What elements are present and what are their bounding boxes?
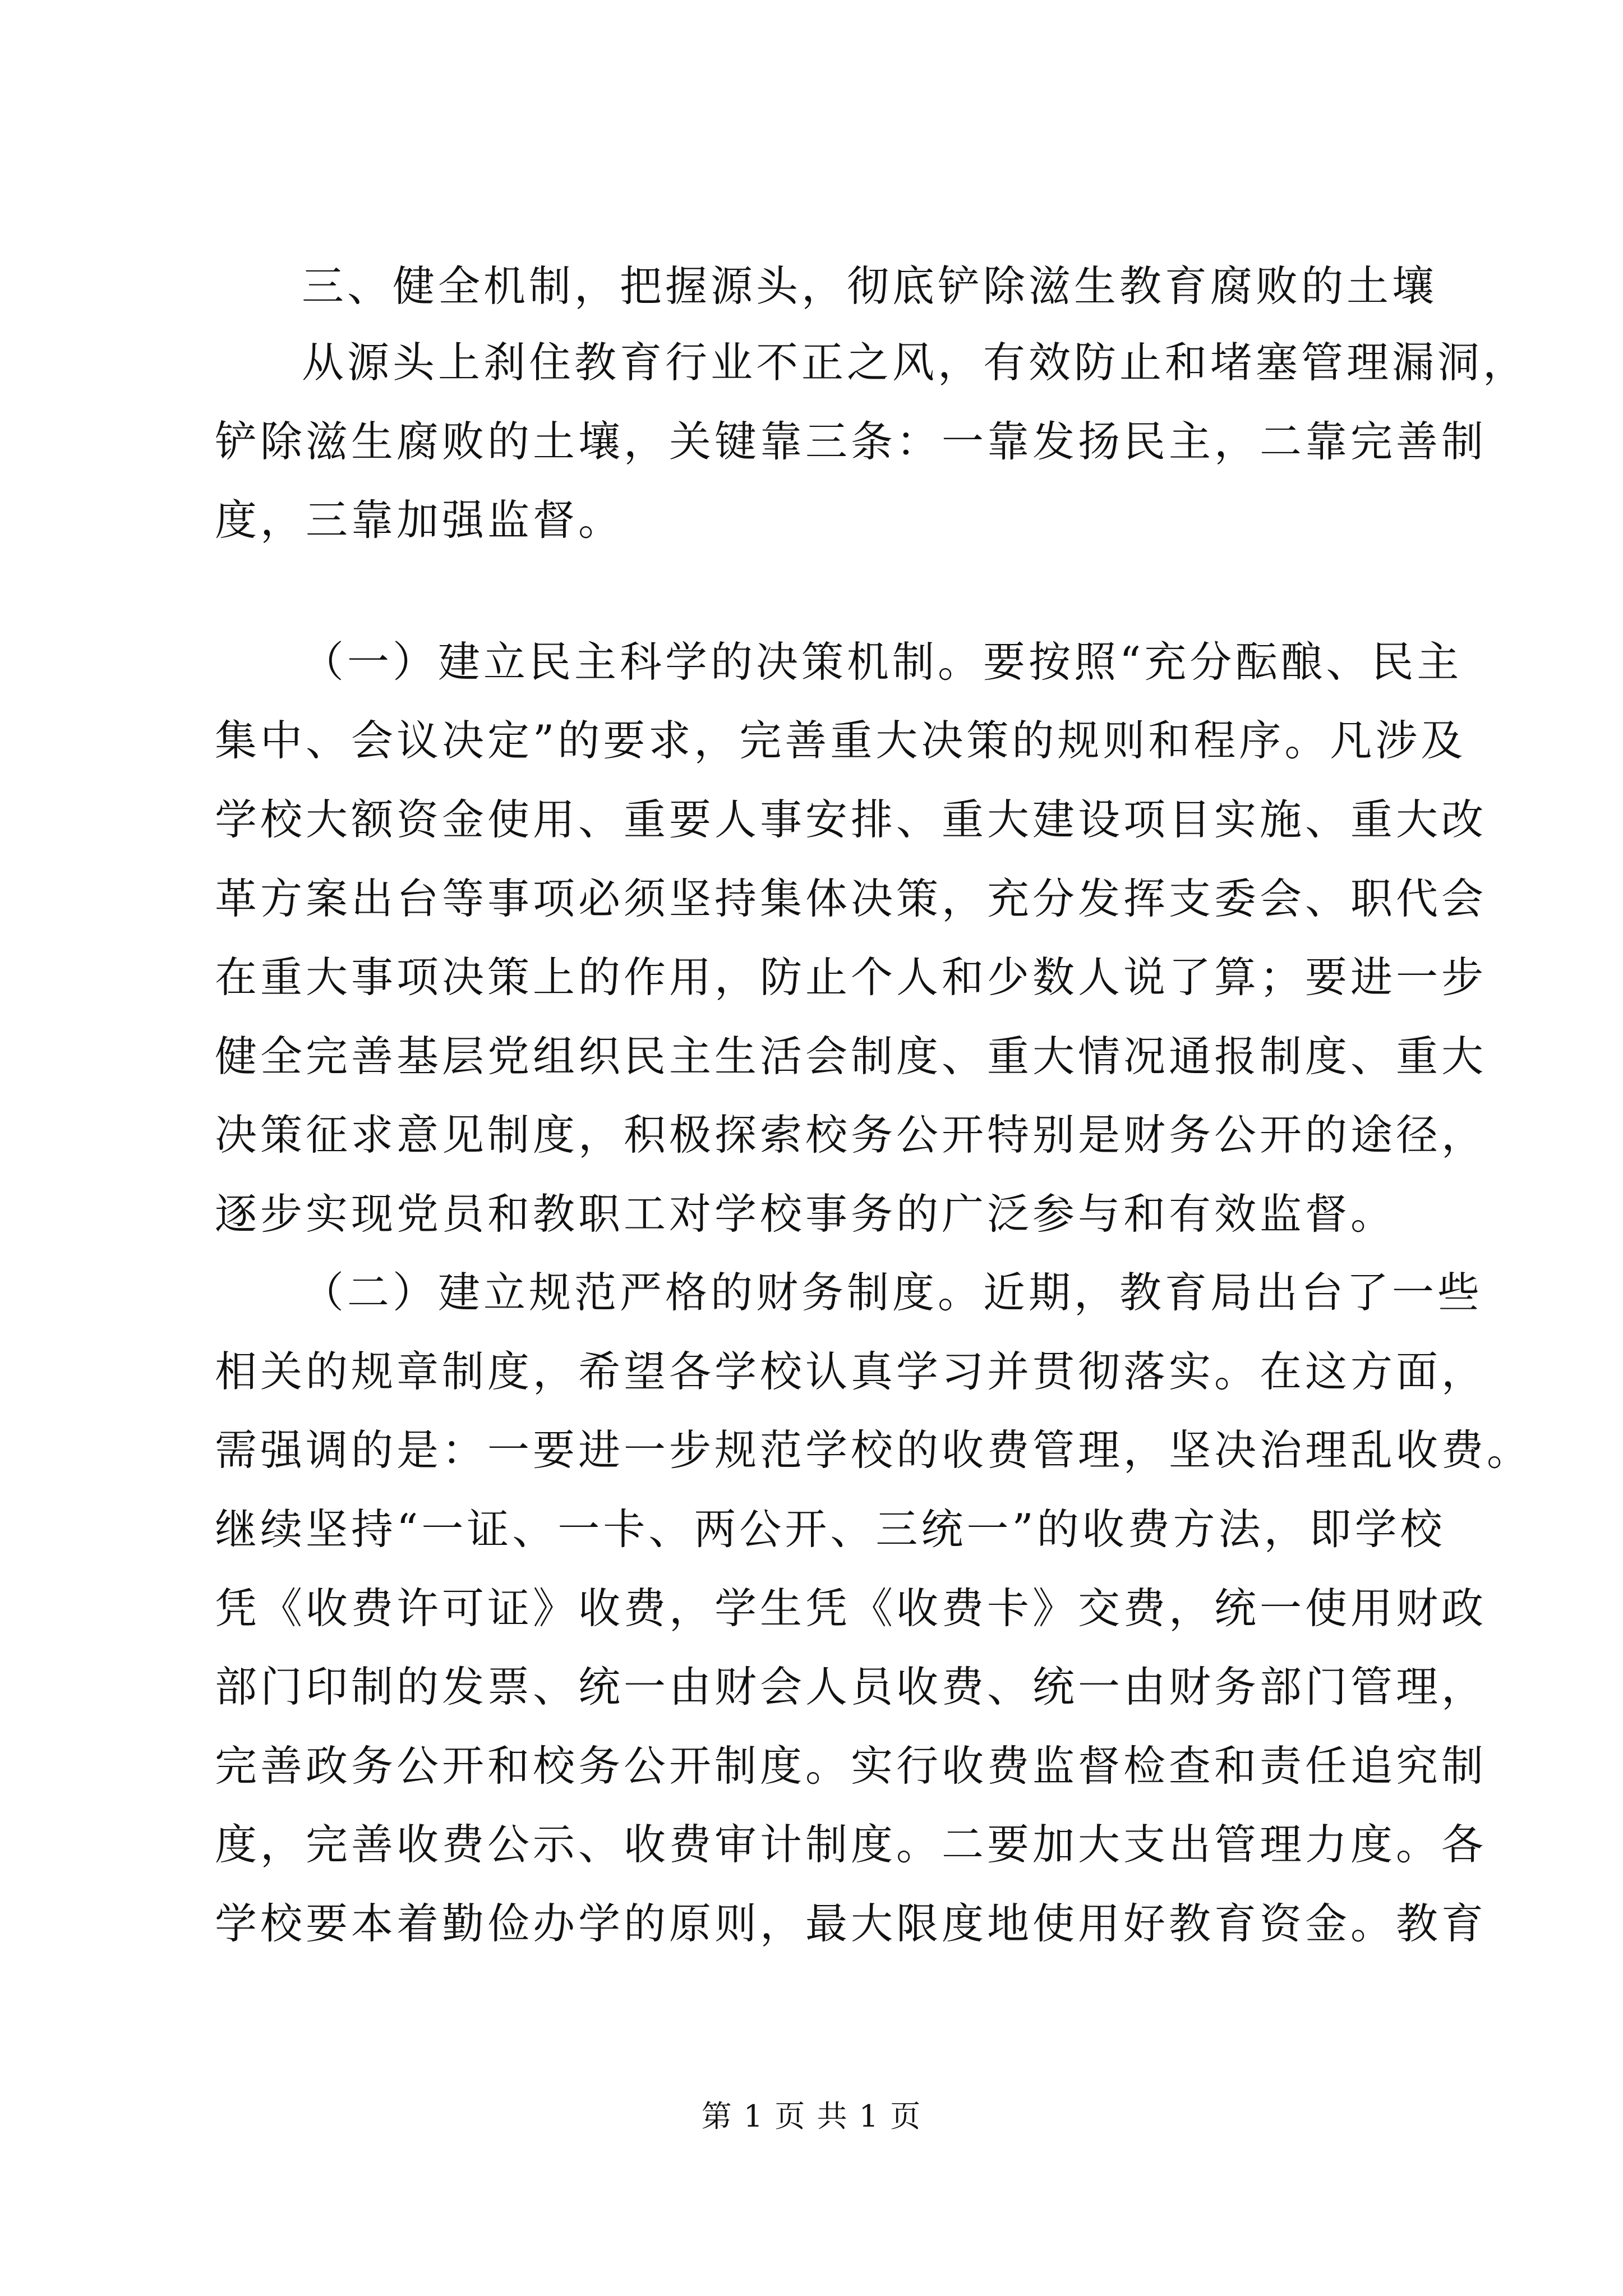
paragraph-line: 健全完善基层党组织民主生活会制度、重大情况通报制度、重大	[215, 1032, 1487, 1081]
paragraph-line: 铲除滋生腐败的土壤，关键靠三条：一靠发扬民主，二靠完善制	[215, 417, 1487, 466]
paragraph-line: 需强调的是：一要进一步规范学校的收费管理，坚决治理乱收费。	[215, 1425, 1533, 1475]
paragraph-line: 决策征求意见制度，积极探索校务公开特别是财务公开的途径，	[215, 1110, 1487, 1159]
paragraph-line: 从源头上刹住教育行业不正之风，有效防止和堵塞管理漏洞，	[302, 338, 1529, 387]
paragraph-line: 相关的规章制度，希望各学校认真学习并贯彻落实。在这方面，	[215, 1347, 1487, 1396]
paragraph-line: （二）建立规范严格的财务制度。近期，教育局出台了一些	[302, 1268, 1483, 1317]
page-number-footer: 第 1 页 共 1 页	[701, 2099, 922, 2134]
paragraph-line: 继续坚持“一证、一卡、两公开、三统一”的收费方法，即学校	[215, 1504, 1446, 1554]
paragraph-line: 学校大额资金使用、重要人事安排、重大建设项目实施、重大改	[215, 795, 1487, 844]
paragraph-line: 学校要本着勤俭办学的原则，最大限度地使用好教育资金。教育	[215, 1899, 1487, 1948]
paragraph-line: 逐步实现党员和教职工对学校事务的广泛参与和有效监督。	[215, 1189, 1396, 1239]
paragraph-line: 度，三靠加强监督。	[215, 495, 624, 545]
paragraph-line: 度，完善收费公示、收费审计制度。二要加大支出管理力度。各	[215, 1820, 1487, 1869]
paragraph-line: （一）建立民主科学的决策机制。要按照“充分酝酿、民主	[302, 637, 1463, 687]
paragraph-line: 集中、会议决定”的要求，完善重大决策的规则和程序。凡涉及	[215, 716, 1467, 765]
paragraph-line: 部门印制的发票、统一由财会人员收费、统一由财务部门管理，	[215, 1662, 1487, 1711]
paragraph-line: 凭《收费许可证》收费，学生凭《收费卡》交费，统一使用财政	[215, 1584, 1487, 1633]
paragraph-line: 革方案出台等事项必须坚持集体决策，充分发挥支委会、职代会	[215, 874, 1487, 923]
paragraph-line: 在重大事项决策上的作用，防止个人和少数人说了算；要进一步	[215, 953, 1487, 1002]
section-heading: 三、健全机制，把握源头，彻底铲除滋生教育腐败的土壤	[302, 261, 1438, 311]
paragraph-line: 完善政务公开和校务公开制度。实行收费监督检查和责任追究制	[215, 1741, 1487, 1791]
